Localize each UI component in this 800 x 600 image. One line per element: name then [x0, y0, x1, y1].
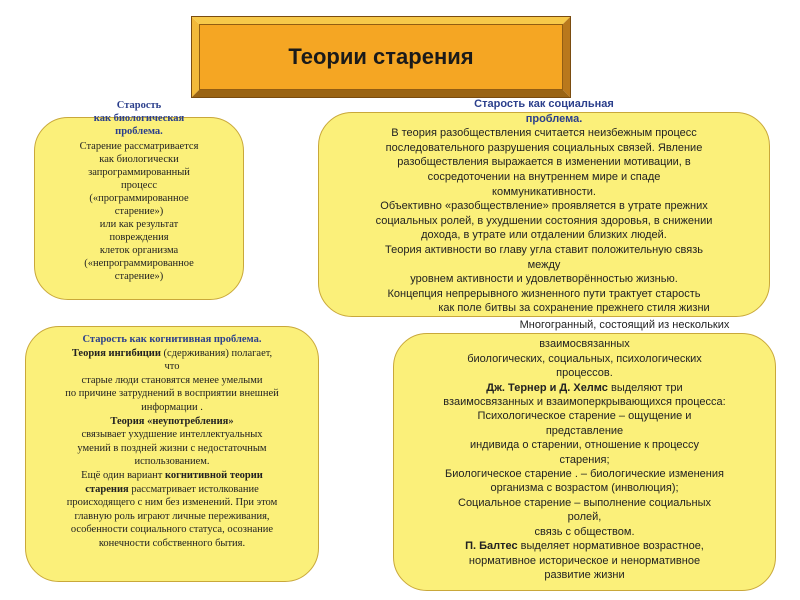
- social-line: уровнем активности и удовлетворённостью жизнью.: [410, 273, 678, 286]
- variant-pre: Ещё один вариант: [81, 469, 165, 481]
- bio-heading-2: как биологическая: [93, 113, 185, 124]
- social-line: разобществления выражается в изменении мотивации, в: [397, 156, 691, 169]
- social-line: между: [527, 258, 561, 271]
- turner-rest: выделяют три: [607, 381, 683, 394]
- social-line: Теория активности во главу угла ставит положительную связь: [385, 243, 703, 256]
- multi-line: организма с возрастом (инволюция);: [490, 482, 679, 495]
- cognitive-line: использованием.: [134, 456, 210, 468]
- bio-text: [34, 99, 244, 283]
- disuse-name-bold: Теория «неупотребления»: [110, 415, 234, 427]
- bio-line: Старение рассматривается: [79, 141, 199, 152]
- multi-line: ролей,: [567, 511, 602, 524]
- multi-line: связь с обществом.: [534, 525, 635, 538]
- cognitive-line: что: [164, 361, 180, 373]
- bio-line: запрограммированный: [88, 167, 190, 178]
- variant-rest: рассматривает истолкование: [128, 483, 259, 495]
- bio-line: как биологически: [99, 154, 179, 165]
- inhibition-name: Теория ингибиции: [71, 347, 161, 359]
- cognitive-line: связывает ухудшение интеллектуальных: [81, 429, 263, 441]
- bio-line: процесс: [121, 180, 157, 191]
- multifaceted-text: [393, 318, 776, 582]
- multi-line: Психологическое старение – ощущение и: [477, 410, 692, 423]
- bio-line: или как результат: [99, 219, 179, 230]
- turner-name: Дж. Тернер и Д. Хелмс: [486, 381, 608, 394]
- cognitive-line: информации .: [141, 401, 203, 413]
- multi-baltes: [393, 539, 776, 553]
- multi-line: биологических, социальных, психологических: [467, 352, 702, 365]
- bio-line: старение»): [114, 271, 164, 282]
- bio-line: («программированное: [89, 193, 189, 204]
- multi-turner: [393, 381, 776, 395]
- social-line: сосредоточении на внутреннем мире и спаде: [427, 170, 661, 183]
- cognitive-line: умений в поздней жизни с недостаточным: [77, 442, 267, 454]
- bio-heading-1: Старость: [116, 100, 162, 111]
- cognitive-line: происходящего с ним без изменений. При этом: [66, 497, 278, 509]
- baltes-rest: выделяет нормативное возрастное,: [517, 540, 704, 553]
- multi-line: взаимосвязанных: [539, 338, 630, 351]
- disuse-name: [25, 415, 319, 429]
- cognitive-line: главную роль играют личные переживания,: [74, 510, 270, 522]
- social-line: как поле битвы за сохранение прежнего стиля жизни: [438, 302, 710, 315]
- multi-line: нормативное историческое и ненормативное: [468, 554, 701, 567]
- multi-line: процессов.: [556, 367, 613, 380]
- cognitive-inhibition: [25, 347, 319, 361]
- baltes-name: П. Балтес: [465, 540, 518, 553]
- variant-bold-2: старения: [85, 483, 129, 495]
- multi-line: индивида о старении, отношение к процессу: [469, 439, 700, 452]
- bio-line: старение»): [114, 206, 164, 217]
- bio-line: клеток организма: [99, 245, 179, 256]
- inhibition-rest: (сдерживания) полагает,: [160, 347, 273, 359]
- social-line: Концепция непрерывного жизненного пути трактует старость: [387, 287, 701, 300]
- bio-line: повреждения: [109, 232, 169, 243]
- title-box: [191, 16, 571, 98]
- cognitive-line: особенности социального статуса, осознание: [70, 524, 274, 536]
- cognitive-line: конечности собственного бытия.: [98, 537, 246, 549]
- social-line: последовательного разрушения социальных связей. Явление: [385, 141, 703, 154]
- bio-line: («непрограммированное: [84, 258, 194, 269]
- cognitive-text: [25, 333, 319, 551]
- multi-line: Биологическое старение . – биологические изменения: [445, 468, 724, 481]
- cognitive-variant: [25, 469, 319, 483]
- multi-line: представление: [545, 424, 624, 437]
- social-line: коммуникативности.: [492, 185, 596, 198]
- variant-bold: когнитивной теории: [164, 469, 263, 481]
- cognitive-line: по причине затруднений в восприятии внешней: [65, 388, 279, 400]
- multi-line: взаимосвязанных и взаимоперкрывающихся процесса:: [443, 396, 726, 409]
- cognitive-variant-2: [25, 483, 319, 497]
- social-line: Объективно «разобществление» проявляется в утрате прежних: [380, 200, 708, 213]
- social-line: В теория разобществления считается неизбежным процесс: [391, 127, 697, 140]
- multi-line: Социальное старение – выполнение социальных: [458, 496, 711, 509]
- multi-line: старения;: [559, 453, 610, 466]
- social-line: дохода, в утрате или отдалении близких людей.: [421, 229, 667, 242]
- bio-heading-3: проблема.: [115, 126, 163, 137]
- multi-line: развитие жизни: [544, 568, 625, 581]
- social-text: [318, 97, 770, 316]
- page-title: Теории старения: [288, 44, 474, 69]
- social-heading-2: проблема.: [525, 112, 583, 125]
- multi-overlap-line: Многогранный, состоящий из нескольких: [519, 319, 730, 331]
- cognitive-heading: Старость как когнитивная проблема.: [82, 334, 262, 345]
- social-line: социальных ролей, в ухудшении состояния здоровья, в снижении: [375, 214, 713, 227]
- cognitive-line: старые люди становятся менее умелыми: [81, 374, 263, 386]
- social-heading-1: Старость как социальная: [474, 98, 614, 110]
